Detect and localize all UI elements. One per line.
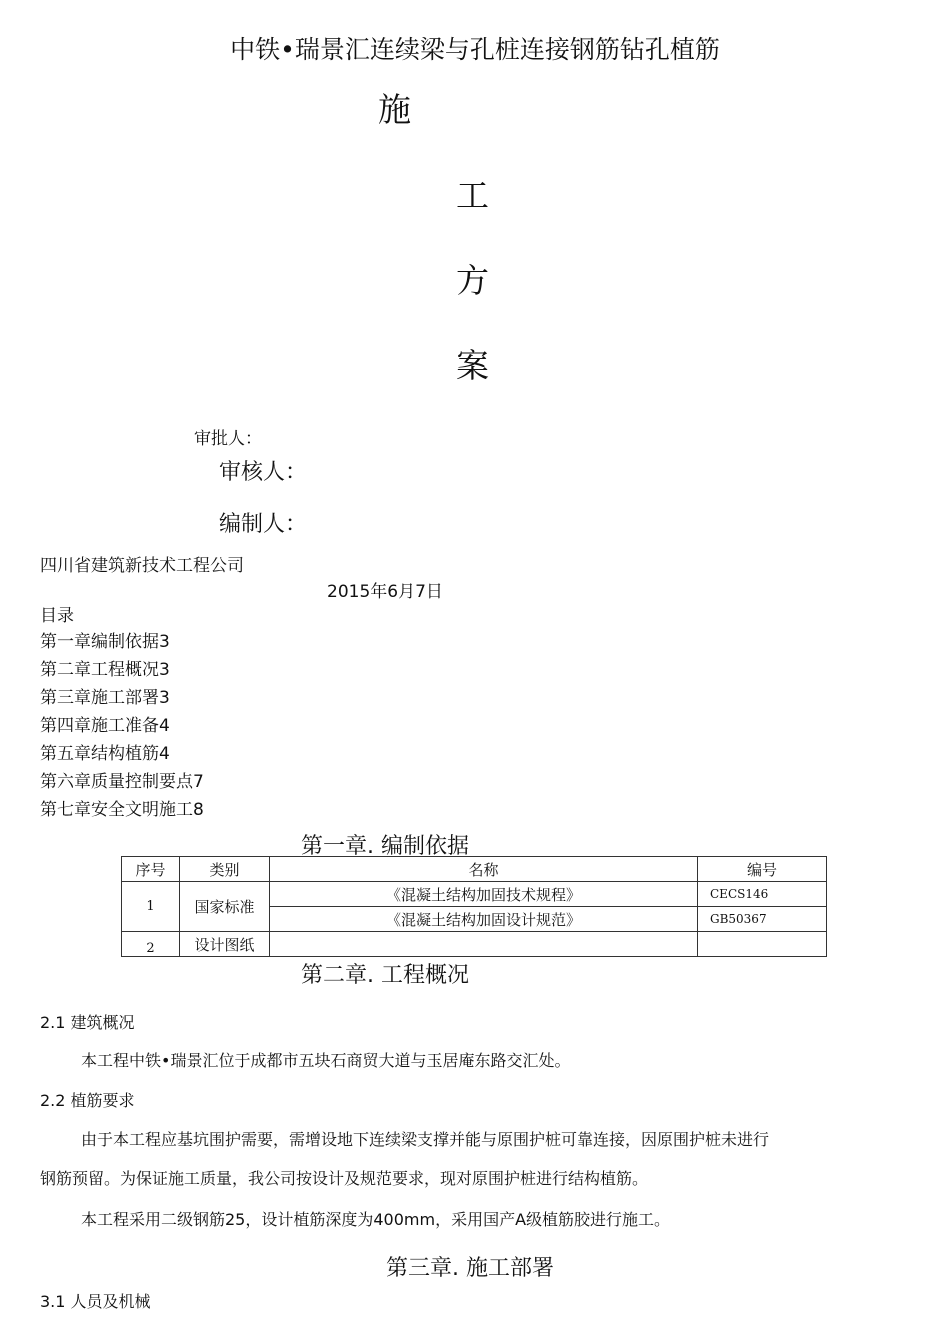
section-2-1-text: 本工程中铁•瑞景汇位于成都市五块石商贸大道与玉居庵东路交汇处。	[81, 1051, 571, 1070]
row-code: GB50367	[698, 907, 827, 932]
title-char-4: 案	[456, 346, 489, 385]
row-code	[698, 932, 827, 957]
section-3-1-title: 3.1 人员及机械	[40, 1292, 151, 1311]
row-category: 设计图纸	[180, 932, 270, 957]
row-name: 《混凝土结构加固设计规范》	[270, 907, 698, 932]
section-2-2-title: 2.2 植筋要求	[40, 1091, 135, 1110]
row-code: CECS146	[698, 882, 827, 907]
section-2-2-text-line2: 钢筋预留。为保证施工质量，我公司按设计及规范要求，现对原围护桩进行结构植筋。	[40, 1169, 649, 1188]
document-title: 中铁•瑞景汇连续梁与孔桩连接钢筋钻孔植筋	[230, 35, 720, 64]
author-label: 编制人：	[219, 512, 308, 537]
header-category: 类别	[180, 857, 270, 882]
row-seq: 2	[122, 932, 180, 957]
toc-item[interactable]: 第四章施工准备4	[40, 716, 170, 736]
row-category: 国家标准	[180, 882, 270, 932]
toc-item[interactable]: 第六章质量控制要点7	[40, 772, 204, 792]
row-seq: 1	[122, 882, 180, 932]
toc-heading: 目录	[40, 606, 74, 626]
title-char-1: 施	[378, 90, 411, 129]
reviewer-label: 审核人：	[219, 460, 308, 485]
document-date: 2015年6月7日	[327, 582, 443, 602]
basis-table	[121, 856, 827, 957]
toc-item[interactable]: 第一章编制依据3	[40, 632, 170, 652]
company-name: 四川省建筑新技术工程公司	[40, 556, 244, 576]
row-name: 《混凝土结构加固技术规程》	[270, 882, 698, 907]
table-header-row	[122, 857, 827, 882]
chapter-2-heading: 第二章. 工程概况	[301, 963, 469, 988]
section-2-2-text-line1: 由于本工程应基坑围护需要，需增设地下连续梁支撑并能与原围护桩可靠连接，因原围护桩未进行	[81, 1130, 770, 1149]
approver-label: 审批人：	[194, 429, 262, 449]
header-seq: 序号	[122, 857, 180, 882]
title-char-3: 方	[456, 261, 489, 300]
toc-item[interactable]: 第三章施工部署3	[40, 688, 170, 708]
title-char-2: 工	[456, 176, 489, 215]
toc-item[interactable]: 第七章安全文明施工8	[40, 800, 204, 820]
toc-item[interactable]: 第五章结构植筋4	[40, 744, 170, 764]
header-name: 名称	[270, 857, 698, 882]
row-name	[270, 932, 698, 957]
table-row	[122, 882, 827, 907]
chapter-3-heading: 第三章. 施工部署	[386, 1256, 554, 1281]
section-2-1-title: 2.1 建筑概况	[40, 1013, 135, 1032]
section-2-2-text-line3: 本工程采用二级钢筋25，设计植筋深度为400mm，采用国产A级植筋胶进行施工。	[81, 1210, 671, 1229]
chapter-1-heading: 第一章. 编制依据	[301, 834, 469, 859]
header-code: 编号	[698, 857, 827, 882]
table-row	[122, 932, 827, 957]
toc-item[interactable]: 第二章工程概况3	[40, 660, 170, 680]
